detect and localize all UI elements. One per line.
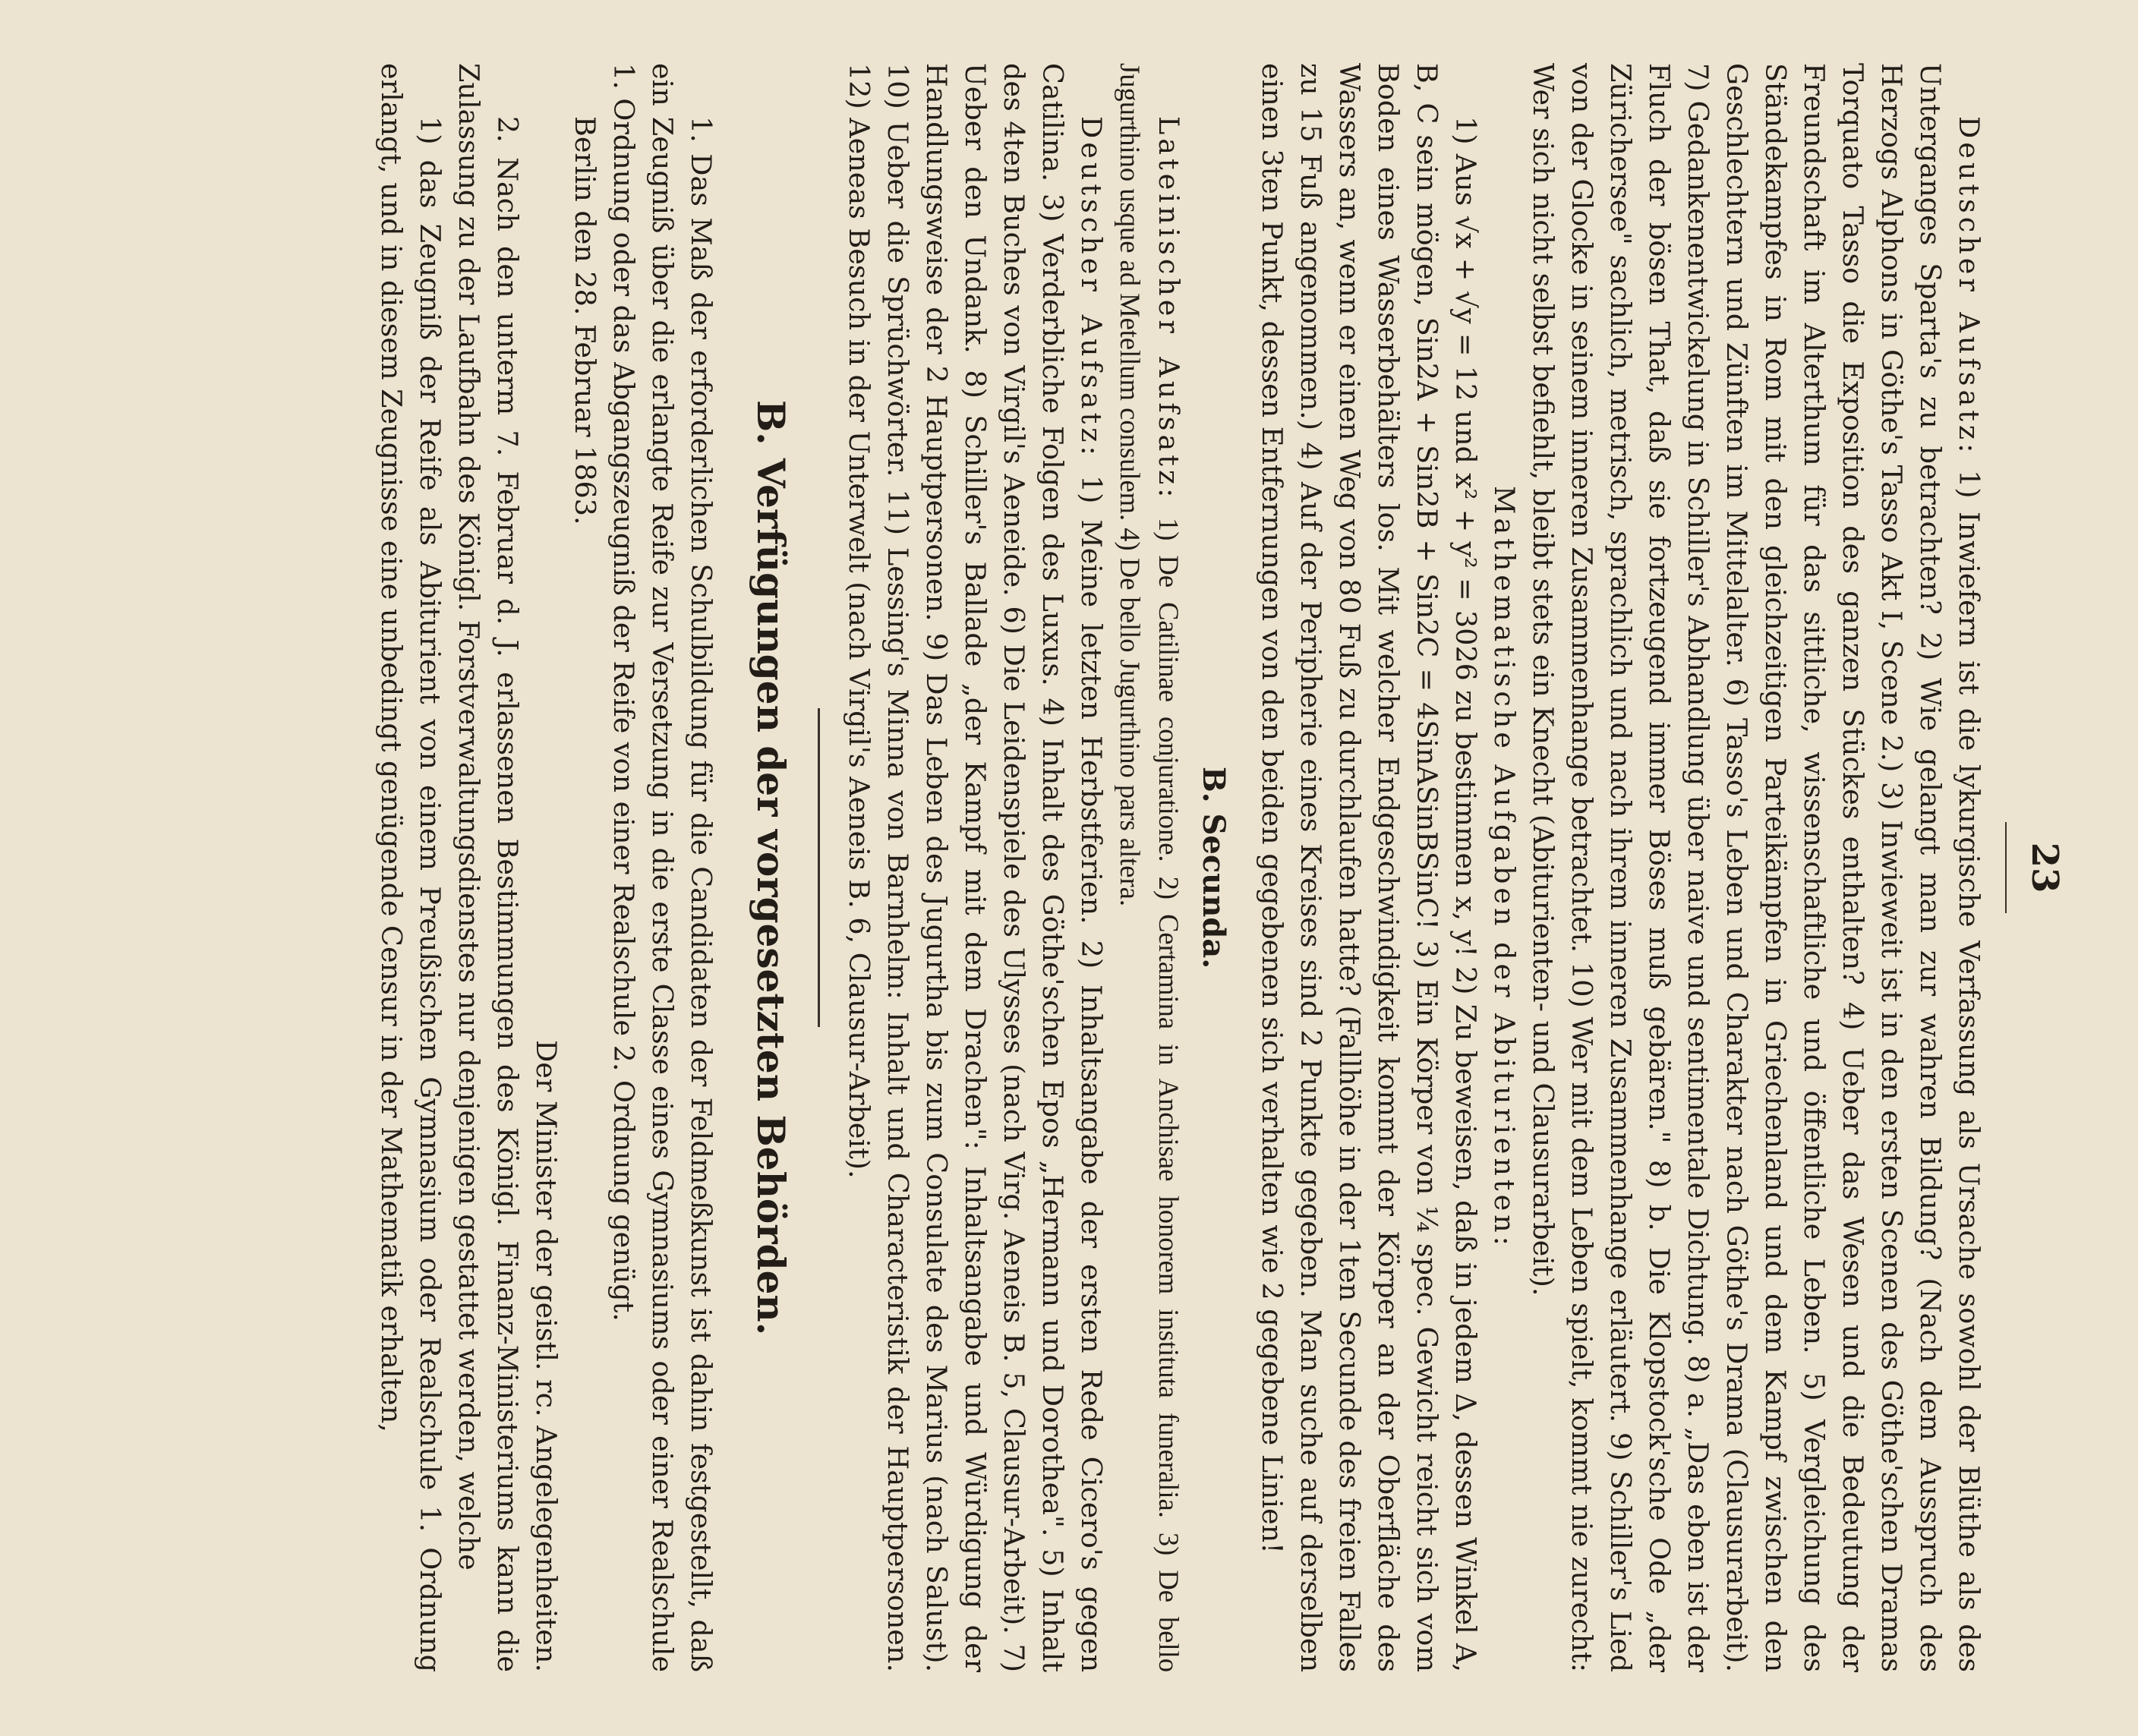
secunda-latin-label: Lateinischer Aufsatz: — [1153, 116, 1185, 502]
secunda-german-text: 1) Meine letzten Herbstferien. 2) Inhaltsangabe der ersten Rede Cicero's gegen Catilina. 3) Verderbliche Folgen des Luxus. 4) Inhalt des Göthe'schen Epos „Hermann und Dorothea". 5) Inhalt des 4ten Buches von Virgil's Aeneide. 6) Die Leidenspiele des Ulysses (nach Virg. Aeneis B. 5, Clausur-Arbeit). 7) Ueber den Undank. 8) Schiller's Ballade „der Kampf mit dem Drachen": Inhaltsangabe und Würdigung der Handlungsweise der 2 Hauptpersonen. 9) Das Leben des Jugurtha bis zum Consulate des Marius (nach Salust). 10) Ueber die Sprüchwörter. 11) Lessing's Minna von Barnhelm: Inhalt und Characteristik der Hauptpersonen. 12) Aeneas Besuch in der Unterwelt (nach Virgil's Aeneis B. 6, Clausur-Arbeit). — [843, 63, 1108, 1673]
page-number-rule — [2005, 822, 2007, 913]
secunda-latin-text: 1) De Catilinae conjuratione. 2) Certamina in Anchisae honorem instituta funeralia. 3) De bello Jugurthino usque ad Metellum consulem. 4) De bello Jugurthino pars altera. — [1115, 63, 1184, 1672]
math-tasks-heading: Mathematische Aufgaben der Abiturienten: — [1488, 486, 1521, 1249]
printed-sheet — [71, 63, 2067, 1672]
prima-german-text: 1) Inwiefern ist die lykurgische Verfassung als Ursache sowohl der Blüthe als des Unterganges Sparta's zu betrachten? 2) Wie gelangt man zur wahren Bildung? (Nach dem Ausspruch des Herzogs Alphons in Göthe's Tasso Akt I, Scene 2.) 3) Inwieweit ist in den ersten Scenen des Göthe'schen Dramas Torquato Tasso die Exposition des ganzen Stückes enthalten? 4) Ueber das Wesen und die Bedeutung der Freundschaft im Alterthum für das sittliche, wissenschaftliche und öffentliche Leben. 5) Vergleichung des Ständekampfes in Rom mit den gleichzeitigen Parteikämpfen in Griechenland und dem Kampf zwischen den Geschlechtern und Zünften im Mittelalter. 6) Tasso's Leben und Charakter nach Göthe's Drama (Clausurarbeit). 7) Gedankenentwickelung in Schiller's Abhandlung über naive und sentimentale Dichtung. 8) a. „Das eben ist der Fluch der bösen That, daß sie fortzeugend immer Böses muß gebären." 8) b. Die Klopstock'sche Ode „der Zürichersee" sachlich, metrisch, sprachlich und nach ihrem inneren Zusammenhange erläutert. 9) Schiller's Lied von der Glocke in seinem inneren Zusammenhange betrachtet. 10) Wer mit dem Leben spielt, kommt nie zurecht: Wer sich nicht selbst befiehlt, bleibt stets ein Knecht (Abiturienten- und Clausurarbeit). — [1527, 63, 1985, 1672]
ordinance-1-signature: Der Minister der geistl. rc. Angelegenheiten. — [530, 1040, 563, 1672]
ordinances-heading: B. Verfügungen der vorgesetzten Behörden. — [749, 399, 793, 1336]
prima-german-essays — [1524, 63, 1988, 1672]
ordinance-1-place-date: Berlin den 28. Februar 1863. — [569, 116, 601, 525]
section-divider-top — [818, 708, 820, 1027]
page-number: 23 — [2023, 842, 2066, 893]
secunda-latin-essays — [1111, 63, 1188, 1672]
ordinance-1-text: 1. Das Maß der erforderlichen Schulbildung für die Candidaten der Feldmeßkunst ist dahin festgestellt, daß ein Zeugniß über die erlangte Reife zur Versetzung in die erste Classe eines Gymnasiums oder einer Realschule 1. Ordnung oder das Abgangszeugniß der Reife von einer Realschule 2. Ordnung genügt. — [607, 63, 717, 1672]
prima-german-label: Deutscher Aufsatz: — [1953, 116, 1985, 457]
ordinance-2-condition-1: 1) das Zeugniß der Reife als Abiturient von einem Preußischen Gymnasium oder Realschule 1. Ordnung erlangt, und in diesem Zeugnisse eine unbedingt genügende Censur in der Mathematik erhalten, — [375, 63, 446, 1672]
ordinance-2-text: 2. Nach den unterm 7. Februar d. J. erlassenen Bestimmungen des Königl. Finanz-Ministeriums kann die Zulassung zu der Laufbahn des Königl. Forstverwaltungsdienstes nur denjenigen gestattet werden, welche — [453, 63, 524, 1672]
secunda-german-label: Deutscher Aufsatz: — [1075, 116, 1108, 459]
secunda-heading: B. Secunda. — [1196, 766, 1231, 969]
secunda-german-essays — [840, 63, 1111, 1672]
math-tasks-text: 1) Aus √x + √y = 12 und x² + y² = 3026 zu bestimmen x, y! 2) Zu beweisen, daß in jedem Δ, dessen Winkel A, B, C sein mögen, Sin2A + Sin2B + Sin2C = 4SinASinBSinC! 3) Ein Körper von ¼ spec. Gewicht reicht sich vom Boden eines Wasserbehälters los. Mit welcher Endgeschwindigkeit kommt der Körper an der Oberfläche des Wassers an, wenn er einen Weg von 80 Fuß zu durchlaufen hatte? (Fallhöhe in der 1ten Secunde des freien Falles zu 15 Fuß angenommen.) 4) Auf der Peripherie eines Kreises sind 2 Punkte gegeben. Man suche auf derselben einen 3ten Punkt, dessen Entfernungen von den beiden gegebenen sich verhalten wie 2 gegebene Linien! — [1256, 63, 1482, 1672]
